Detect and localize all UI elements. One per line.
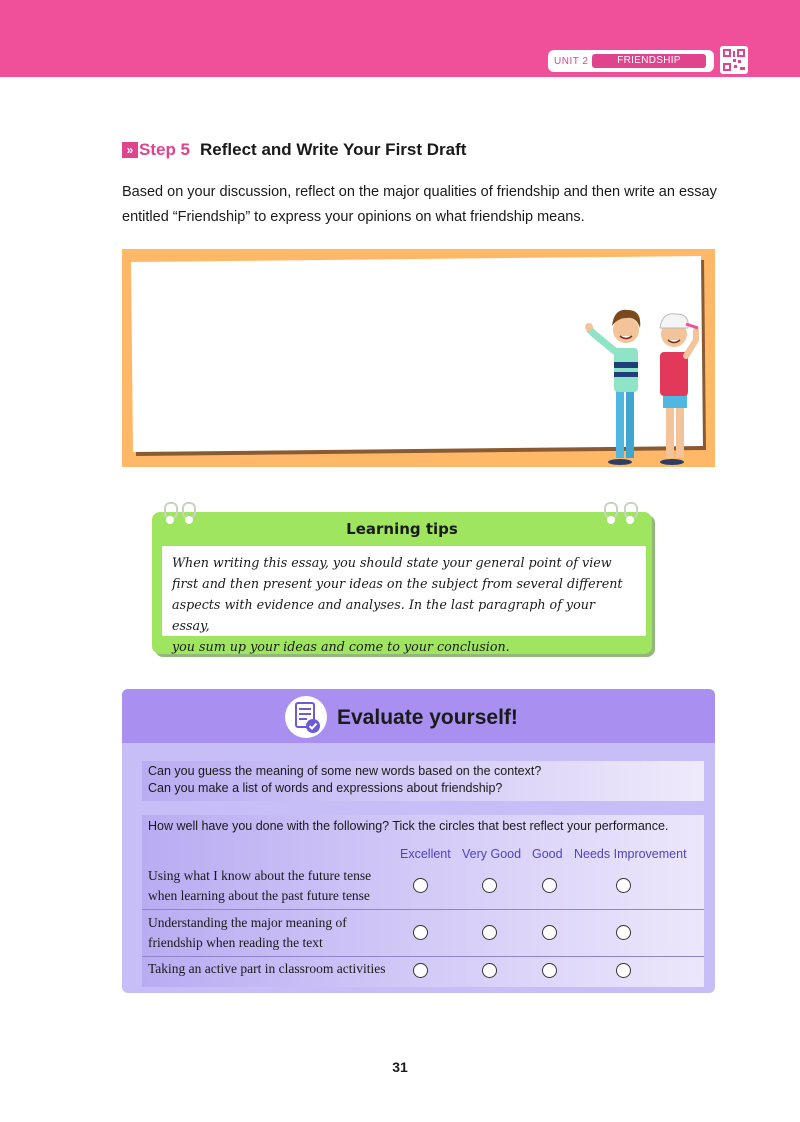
rating-radio-needs-improvement[interactable] [616,925,631,940]
step-heading [122,138,466,162]
learning-tips-title: Learning tips [346,520,458,538]
column-good: Good [532,847,563,861]
rating-radio-good[interactable] [542,963,557,978]
criterion-line: Taking an active part in classroom activities [148,961,386,976]
row-divider [142,909,704,910]
tips-line: first and then present your ideas on the subject from several different [172,576,623,591]
evaluate-title: Evaluate yourself! [337,706,518,729]
rating-radio-excellent[interactable] [413,925,428,940]
tips-line: When writing this essay, you should state your general point of view [172,555,612,570]
criterion-text [148,913,347,953]
column-needs-improvement: Needs Improvement [574,847,687,861]
rating-radio-very-good[interactable] [482,925,497,940]
tips-line: you sum up your ideas and come to your conclusion. [172,639,510,654]
column-very-good: Very Good [462,847,522,861]
learning-tips-text [162,546,646,654]
row-divider [142,956,704,957]
step-instructions: Based on your discussion, reflect on the major qualities of friendship and then write an essay entitled “Friendship” to express your opinions on what friendship means. [122,184,717,225]
page-number: 31 [392,1059,408,1075]
criterion-line: Understanding the major meaning of [148,915,347,930]
reflection-question: Can you make a list of words and expressions about friendship? [148,781,503,795]
tips-line: aspects with evidence and analyses. In the last paragraph of your essay, [172,597,595,633]
step-title: Reflect and Write Your First Draft [200,140,467,159]
rating-radio-needs-improvement[interactable] [616,963,631,978]
rating-radio-excellent[interactable] [413,878,428,893]
rating-radio-very-good[interactable] [482,963,497,978]
rating-radio-needs-improvement[interactable] [616,878,631,893]
unit-label: UNIT 2 [554,55,589,67]
criterion-text [148,959,385,979]
column-excellent: Excellent [400,847,451,861]
rating-radio-excellent[interactable] [413,963,428,978]
performance-table [142,815,704,987]
evaluate-section [122,689,715,993]
reflection-question: Can you guess the meaning of some new words based on the context? [148,764,542,778]
double-chevron-icon: » [122,142,138,158]
criterion-text [148,866,371,906]
friends-illustration [580,300,710,468]
performance-question: How well have you done with the following? Tick the circles that best reflect your performance. [148,819,669,833]
criterion-line: Using what I know about the future tense [148,868,372,883]
reflection-questions [142,761,704,801]
criterion-line: friendship when reading the text [148,935,323,950]
evaluate-header [122,689,715,743]
step-number: Step 5 [139,140,191,159]
rating-radio-good[interactable] [542,925,557,940]
criterion-line: when learning about the past future tense [148,888,370,903]
unit-indicator [548,50,714,72]
checklist-icon [284,695,328,739]
rating-radio-very-good[interactable] [482,878,497,893]
rating-radio-good[interactable] [542,878,557,893]
learning-tips-card [152,500,652,656]
unit-name: FRIENDSHIP [592,54,706,68]
qr-code-icon[interactable] [720,46,748,74]
